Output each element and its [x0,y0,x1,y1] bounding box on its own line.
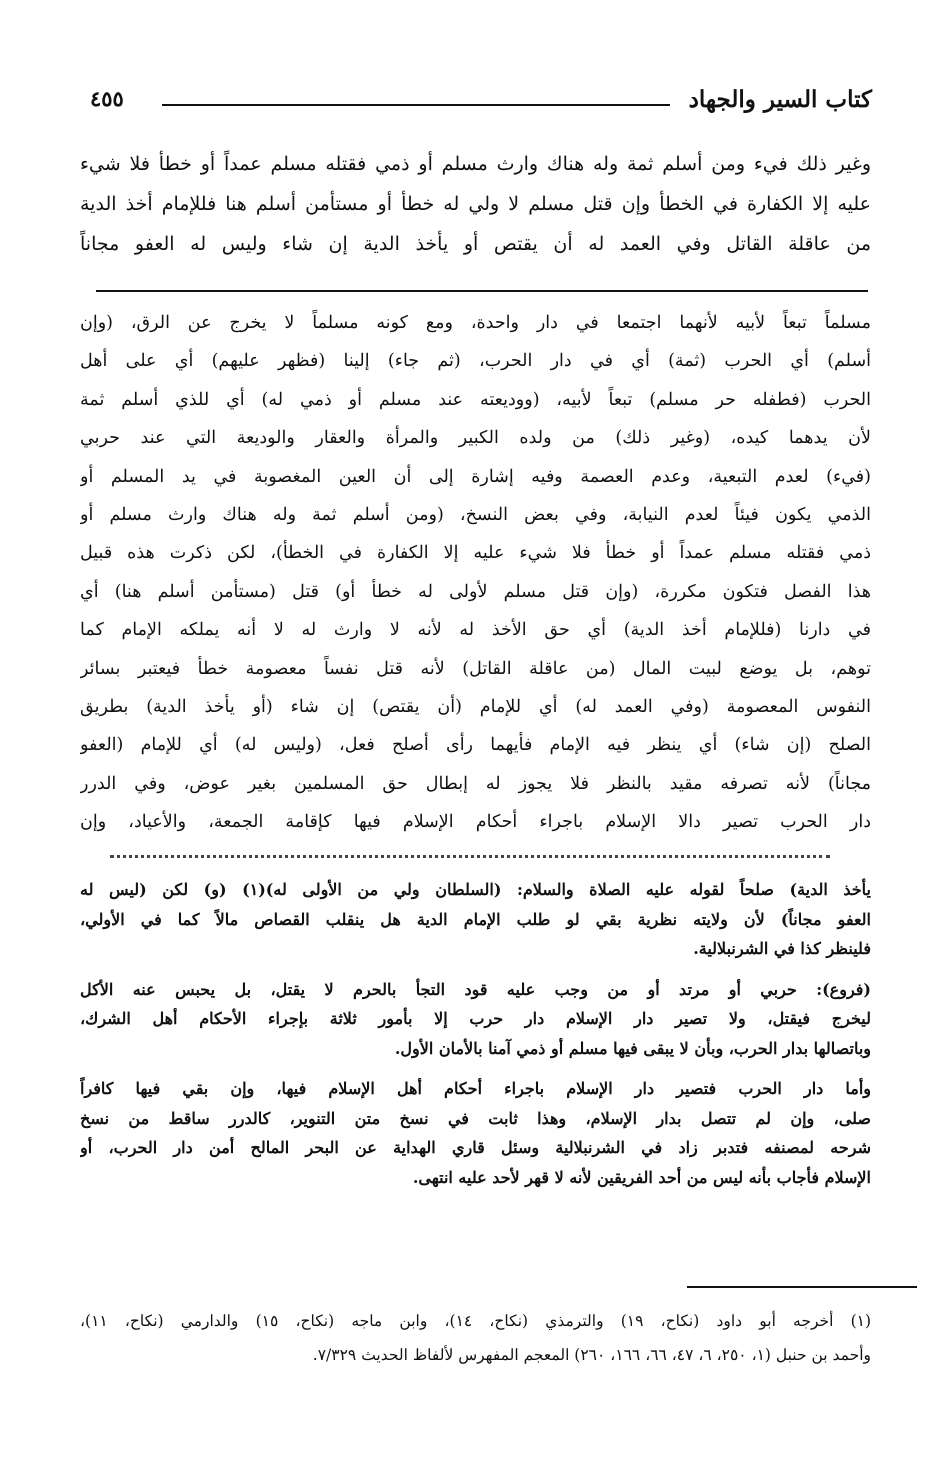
sharh-line: توهم، بل يوضع لبيت المال (من عاقلة القاتل) لأنه قتل نفساً معصومة خطأ فيعتبر بسائر [80,658,871,679]
running-header [90,82,872,124]
sharh-line: الصلح (إن شاء) أي ينظر فيه الإمام فأيهما رأى أصلح فعل، (وليس له) أي للإمام (العفو [80,735,871,756]
matn-line: وغير ذلك فيء ومن أسلم ثمة وله هناك وارث مسلم أو ذمي فقتله مسلم عمداً أو خطأ فلا شيء [80,153,871,175]
sharh-line: لأن يدهما كيده، (وغير ذلك) من ولده الكبير والمرأة والعقار والوديعة التي عند حربي [80,428,871,449]
header-rule [162,104,670,106]
sharh-line: النفوس المعصومة (وفي العمد له) أي للإمام (أن يقتص) إن شاء (أو يأخذ الدية) بطريق [80,696,871,717]
sharh-line: الحرب (فطفله حر مسلم) تبعاً لأبيه، (ووديعته عند مسلم أو ذمي له) أي للذي أسلم ثمة [80,389,871,410]
matn-separator-rule [96,290,868,292]
hashiya-line: فلينظر كذا في الشرنبلالية. [693,939,871,958]
footnote-line: (١) أخرجه أبو داود (نكاح، ١٩) والترمذي (نكاح، ١٤)، وابن ماجه (نكاح، ١٥) والدارمي (نكاح، ١١)، [80,1312,871,1330]
hashiya-gloss [80,875,871,1192]
hashiya-line: صلى، وإن لم تتصل بدار الإسلام، وهذا ثابت في نسخ متن التنوير، كالدرر ساقط من نسخ [80,1108,871,1128]
hashiya-line: العفو مجاناً) لأن ولايته نظرية بقي لو طلب الإمام الدية هل ينقلب القصاص مالاً كما في الأولي، [80,909,871,929]
hashiya-line: ليخرج فيقتل، ولا تصير دار الإسلام دار حرب إلا بأمور ثلاثة بإجراء الأحكام أهل الشرك، [80,1009,871,1028]
sharh-commentary [80,304,871,841]
paragraph-gap [80,1063,871,1074]
matn-line: من عاقلة القاتل وفي العمد له أن يقتص أو يأخذ الدية إن شاء وليس له العفو مجاناً [80,233,871,255]
hashiya-line: (فروع): حربي أو مرتد أو من وجب عليه قود التجأ بالحرم لا يقتل، بل يحبس عنه الأكل [80,979,871,999]
paragraph-gap [80,964,871,975]
sharh-line: مجاناً) لأنه تصرفه مقيد بالنظر فلا يجوز له إبطال حق المسلمين بغير عوض، وفي الدرر [80,773,871,794]
sharh-line: دار الحرب تصير دالا الإسلام باجراء أحكام الإسلام فيها كإقامة الجمعة، والأعياد، وإن [80,812,871,833]
matn-text [80,144,871,264]
sharh-line: الذمي يكون فيئاً لعدم النيابة، وفي بعض النسخ، (ومن أسلم ثمة وله هناك وارث مسلم أو [80,504,871,525]
sharh-line: في دارنا (فللإمام أخذ الدية) أي حق الأخذ له لأنه لا وارث له لا أنه يملكه الإمام كما [80,620,871,641]
hashiya-line: وباتصالها بدار الحرب، وبأن لا يبقى فيها مسلم أو ذمي آمنا بالأمان الأول. [394,1038,871,1058]
footnote-rule [687,1286,917,1288]
dotted-separator [110,855,830,858]
sharh-line: مسلماً تبعاً لأبيه لأنهما اجتمعا في دار واحدة، ومع كونه مسلماً لا يخرج عن الرق، (وإن [80,313,871,333]
sharh-line: ذمي فقتله مسلم عمداً أو خطأ فلا شيء عليه إلا الكفارة في الخطأ)، لكن ذكرت هذه قبيل [80,543,871,564]
sharh-line: أسلم) أي الحرب (ثمة) أي في دار الحرب، (ثم جاء) إلينا (فظهر عليهم) أي على أهل [80,351,871,372]
page-number: ٤٥٥ [90,86,124,111]
hashiya-line: وأما دار الحرب فتصير دار الإسلام باجراء أحكام أهل الإسلام فيها، وإن بقي فيها كافراً [80,1079,871,1098]
hashiya-line: شرحه لمصنفه فتدبر زاد في الشرنبلالية وسئل قاري الهداية عن البحر المالح أمن دار الحرب، أو [80,1138,871,1157]
hashiya-line: يأخذ الدية) صلحاً لقوله عليه الصلاة والسلام: (السلطان ولي من الأولى له)(١) (و) لكن (ليس له [80,880,871,899]
matn-line: عليه إلا الكفارة في الخطأ وإن قتل مسلم لا ولي له خطأ أو مستأمن أسلم هنا فللإمام أخذ الدية [80,193,871,215]
sharh-line: هذا الفصل فتكون مكررة، (وإن قتل مسلم لأولى له خطأ أو) قتل (مستأمن أسلم هنا) أي [80,581,871,602]
chapter-title: كتاب السير والجهاد [688,86,872,113]
footnotes [80,1304,871,1372]
hashiya-line: الإسلام فأجاب بأنه ليس من أحد الفريقين لأنه لا قهر لأحد عليه انتهى. [412,1167,871,1187]
sharh-line: (فيء) لعدم التبعية، وعدم العصمة وفيه إشارة إلى أن العين المغصوبة في يد المسلم أو [80,466,871,487]
footnote-line: وأحمد بن حنبل (١، ٢٥٠، ٦، ٤٧، ٦٦، ١٦٦، ٢٦٠) المعجم المفهرس لألفاظ الحديث ٧/٣٢٩. [312,1346,871,1364]
